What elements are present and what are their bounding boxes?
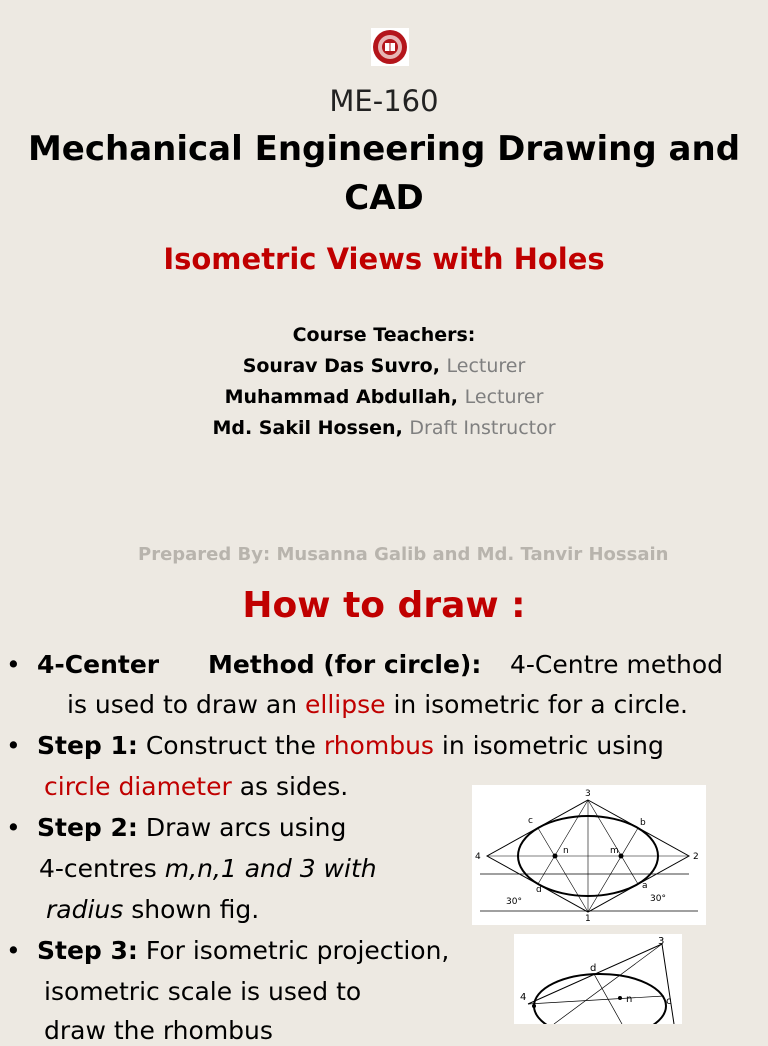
bullet-step-1-line-2 — [44, 772, 348, 802]
bullet-step-2-line-2 — [39, 854, 377, 884]
bullet-text: Draw arcs using — [137, 813, 347, 842]
bullet-text: in isometric for a circle. — [385, 690, 688, 719]
bullet-marker: • — [6, 650, 21, 679]
bullet-text: 4-centres — [39, 854, 165, 883]
bullet-highlight: ellipse — [305, 690, 386, 719]
bullet-highlight: rhombus — [323, 731, 434, 760]
bullet-step-3-line-3: draw the rhombus — [44, 1016, 273, 1045]
bullet-step-2-line-1 — [37, 813, 346, 843]
figure-label: n — [626, 994, 633, 1005]
figure-label: a — [642, 881, 648, 891]
figure-label: 3 — [658, 936, 665, 947]
teacher-row — [0, 351, 768, 382]
bullet-4-center-text: 4-Centre method — [510, 650, 724, 679]
isometric-scale-figure — [514, 934, 682, 1024]
bullet-marker: • — [6, 936, 21, 965]
bullet-4-center-line-2 — [67, 690, 688, 720]
bullet-marker: • — [6, 813, 21, 842]
course-code: ME-160 — [329, 84, 439, 118]
figure-label: b — [640, 818, 646, 828]
bullet-step-3-line-2: isometric scale is used to — [44, 977, 362, 1006]
course-teachers — [0, 320, 768, 444]
teacher-name: Sourav Das Suvro — [242, 355, 433, 377]
bullet-step-2-line-3 — [46, 895, 259, 925]
teacher-role: Draft Instructor — [409, 417, 556, 439]
bullet-text: in isometric using — [433, 731, 664, 760]
teacher-separator: , — [432, 355, 447, 377]
bullet-text: For isometric projection, — [137, 936, 450, 965]
figure-label: 2 — [693, 852, 699, 862]
bullet-4-center-method — [208, 650, 481, 680]
bullet-4-center-line-1 — [37, 650, 159, 680]
teacher-row — [0, 413, 768, 444]
teacher-separator: , — [395, 417, 410, 439]
figure-label: 4 — [520, 992, 527, 1003]
figure-label: d — [590, 963, 597, 974]
lecture-subtitle: Isometric Views with Holes — [163, 242, 605, 276]
figure-label: m — [610, 846, 619, 856]
bullet-text: Construct the — [137, 731, 324, 760]
bullet-label: 4-Center — [37, 650, 160, 679]
bullet-step-1-line-1 — [37, 731, 664, 761]
teachers-heading: Course Teachers: — [292, 324, 476, 346]
teacher-separator: , — [450, 386, 465, 408]
bullet-label: Step 3: — [37, 936, 138, 965]
teacher-role: Lecturer — [464, 386, 544, 408]
university-logo — [371, 28, 409, 66]
bullet-text: as sides. — [231, 772, 349, 801]
figure-label: d — [536, 885, 542, 895]
bullet-highlight: circle diameter — [44, 772, 232, 801]
bullet-label: Step 2: — [37, 813, 138, 842]
figure-label: 30° — [650, 894, 666, 904]
course-title-line-1: Mechanical Engineering Drawing and — [27, 129, 741, 169]
bullet-italic: radius — [46, 895, 124, 924]
bullet-label: Method (for circle): — [208, 650, 482, 679]
figure-label: 30° — [506, 897, 522, 907]
figure-label: n — [563, 846, 569, 856]
prepared-by: Prepared By: Musanna Galib and Md. Tanvir Hossain — [138, 544, 669, 565]
figure-label: 4 — [475, 852, 481, 862]
teacher-row — [0, 382, 768, 413]
figure-label: c — [666, 996, 672, 1007]
figure-label: c — [528, 816, 533, 826]
four-center-method-figure — [472, 785, 706, 925]
figure-label: 1 — [585, 914, 591, 924]
teacher-role: Lecturer — [446, 355, 526, 377]
teacher-name: Md. Sakil Hossen — [212, 417, 396, 439]
figure-label: 3 — [585, 789, 591, 799]
bullet-label: Step 1: — [37, 731, 138, 760]
bullet-text: is used to draw an — [67, 690, 306, 719]
bullet-step-3-line-1 — [37, 936, 449, 966]
bullet-text: shown fig. — [123, 895, 260, 924]
section-heading: How to draw : — [242, 585, 526, 626]
teacher-name: Muhammad Abdullah — [224, 386, 451, 408]
bullet-italic: m,n,1 and 3 with — [164, 854, 377, 883]
course-title-line-2: CAD — [344, 178, 424, 218]
bullet-marker: • — [6, 731, 21, 760]
